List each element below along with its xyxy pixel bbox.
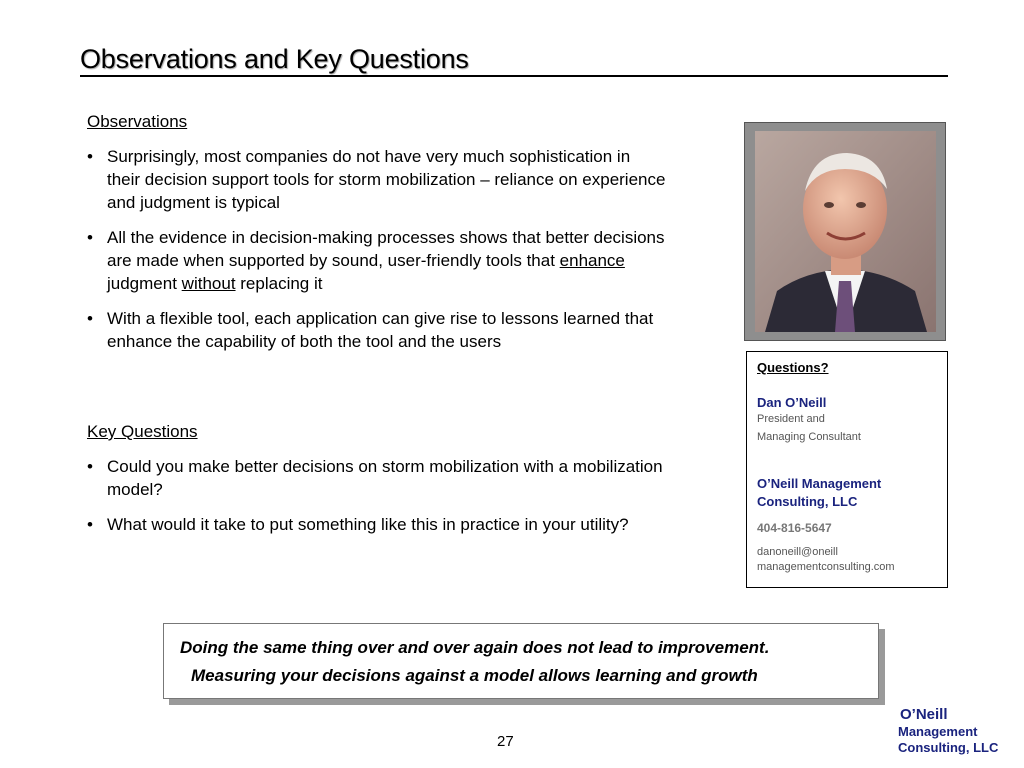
contact-role: President and	[757, 413, 825, 425]
portrait-frame	[744, 122, 946, 341]
questions-label: Questions?	[757, 360, 829, 375]
observations-list	[87, 145, 667, 365]
quote-line: Measuring your decisions against a model allows learning and growth	[191, 666, 758, 685]
key-questions-heading: Key Questions	[87, 422, 198, 441]
observation-text-pre: All the evidence in decision-making processes shows that better decisions are made when supported by sound, user-friendly tools that	[107, 228, 665, 270]
observation-text-mid: judgment	[107, 274, 182, 293]
contact-name: Dan O’Neill	[757, 395, 827, 410]
quote-line: Doing the same thing over and over again does not lead to improvement.	[180, 638, 770, 657]
contact-card	[746, 351, 948, 588]
list-item	[87, 226, 667, 295]
contact-company: O’Neill Management	[757, 476, 882, 491]
list-item	[87, 307, 667, 353]
logo-text: O’Neill	[900, 706, 948, 723]
contact-email: managementconsulting.com	[757, 561, 895, 573]
list-item	[87, 455, 667, 501]
quote-box	[163, 623, 879, 699]
contact-role: Managing Consultant	[757, 431, 861, 443]
list-item	[87, 145, 667, 214]
emphasis-enhance: enhance	[559, 251, 625, 270]
key-questions-list	[87, 455, 667, 548]
slide-title: Observations and Key Questions	[80, 44, 469, 74]
observation-text-post: replacing it	[235, 274, 323, 293]
question-text: What would it take to put something like this in practice in your utility?	[107, 515, 629, 534]
logo-text: Consulting, LLC	[898, 740, 999, 755]
logo-text: Management	[898, 724, 978, 739]
page-number: 27	[497, 733, 514, 750]
emphasis-without: without	[181, 274, 236, 293]
portrait-illustration	[755, 131, 936, 332]
observation-text: With a flexible tool, each application can give rise to lessons learned that enhance the capability of both the tool and the users	[107, 309, 654, 351]
contact-phone: 404-816-5647	[757, 521, 832, 535]
question-text: Could you make better decisions on storm mobilization with a mobilization model?	[107, 457, 663, 499]
portrait-photo	[755, 131, 936, 332]
list-item	[87, 513, 667, 536]
title-divider	[80, 75, 948, 77]
contact-email: danoneill@oneill	[757, 546, 838, 558]
contact-company: Consulting, LLC	[757, 494, 858, 509]
company-logo	[896, 706, 1006, 760]
observations-heading: Observations	[87, 112, 188, 131]
observation-text: Surprisingly, most companies do not have very much sophistication in their decision support tools for storm mobilization – reliance on experience and judgment is typical	[107, 147, 666, 212]
